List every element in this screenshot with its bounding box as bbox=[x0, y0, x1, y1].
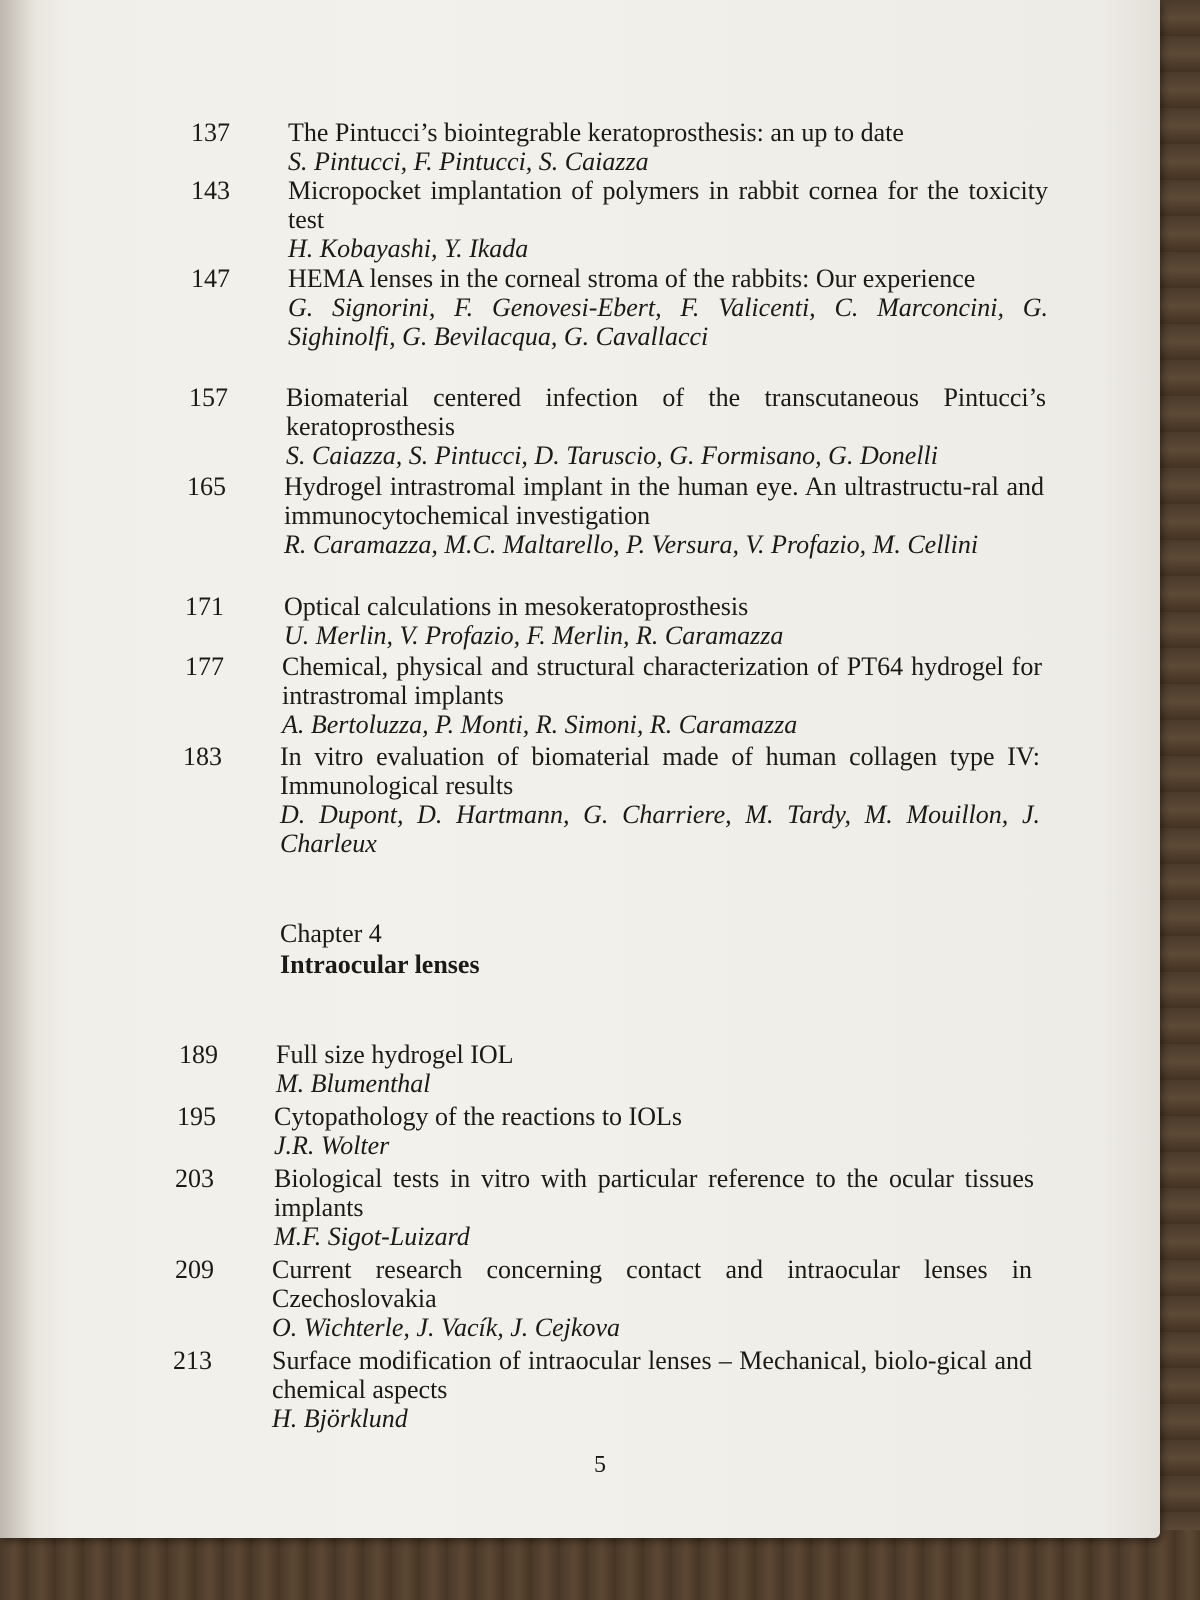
entry-authors: M.F. Sigot-Luizard bbox=[274, 1222, 470, 1251]
entry-page-number: 137 bbox=[191, 118, 230, 147]
entry-authors: D. Dupont, D. Hartmann, G. Charriere, M. Tardy, M. Mouillon, J. Charleux bbox=[280, 800, 1040, 858]
folio-page-number: 5 bbox=[594, 1452, 606, 1478]
entry-authors: U. Merlin, V. Profazio, F. Merlin, R. Caramazza bbox=[284, 621, 784, 650]
entry-page-number: 157 bbox=[189, 383, 228, 412]
entry-authors: J.R. Wolter bbox=[274, 1131, 390, 1160]
entry-page-number: 195 bbox=[177, 1102, 216, 1131]
entry-title: Surface modification of intraocular lenses – Mechanical, biolo-gical and chemical aspects bbox=[272, 1346, 1032, 1404]
entry-authors: G. Signorini, F. Genovesi-Ebert, F. Valicenti, C. Marconcini, G. Sighinolfi, G. Bevilacqua, G. Cavallacci bbox=[288, 293, 1048, 351]
entry-authors: S. Pintucci, F. Pintucci, S. Caiazza bbox=[288, 147, 649, 176]
chapter-heading bbox=[280, 918, 480, 980]
entry-title: Optical calculations in mesokeratoprosthesis bbox=[284, 592, 749, 621]
entry-title: Hydrogel intrastromal implant in the human eye. An ultrastructu-ral and immunocytochemical investigation bbox=[284, 472, 1044, 530]
entry-authors: O. Wichterle, J. Vacík, J. Cejkova bbox=[272, 1313, 620, 1342]
entry-page-number: 143 bbox=[191, 176, 230, 205]
entry-title: Micropocket implantation of polymers in rabbit cornea for the toxicity test bbox=[288, 176, 1048, 234]
chapter-label: Chapter 4 bbox=[280, 919, 382, 948]
entry-page-number: 209 bbox=[175, 1255, 214, 1284]
entry-title: Full size hydrogel IOL bbox=[276, 1040, 514, 1069]
entry-title: Current research concerning contact and intraocular lenses in Czechoslovakia bbox=[272, 1255, 1032, 1313]
entry-authors: M. Blumenthal bbox=[276, 1069, 431, 1098]
entry-title: Chemical, physical and structural characterization of PT64 hydrogel for intrastromal implants bbox=[282, 652, 1042, 710]
entry-authors: H. Björklund bbox=[272, 1404, 408, 1433]
entry-authors: R. Caramazza, M.C. Maltarello, P. Versura, V. Profazio, M. Cellini bbox=[284, 530, 979, 559]
entry-title: Biological tests in vitro with particular reference to the ocular tissues implants bbox=[274, 1164, 1034, 1222]
entry-page-number: 147 bbox=[191, 264, 230, 293]
entry-authors: A. Bertoluzza, P. Monti, R. Simoni, R. Caramazza bbox=[282, 710, 798, 739]
entry-title: In vitro evaluation of biomaterial made of human collagen type IV: Immunological results bbox=[280, 742, 1040, 800]
entry-authors: S. Caiazza, S. Pintucci, D. Taruscio, G. Formisano, G. Donelli bbox=[286, 441, 938, 470]
entry-title: Biomaterial centered infection of the transcutaneous Pintucci’s keratoprosthesis bbox=[286, 383, 1046, 441]
entry-page-number: 183 bbox=[183, 742, 222, 771]
table-surface-bottom bbox=[0, 1530, 1200, 1600]
entry-title: HEMA lenses in the corneal stroma of the rabbits: Our experience bbox=[288, 264, 976, 293]
entry-authors: H. Kobayashi, Y. Ikada bbox=[288, 234, 529, 263]
chapter-title: Intraocular lenses bbox=[280, 950, 480, 979]
entry-page-number: 177 bbox=[185, 652, 224, 681]
entry-title: The Pintucci’s biointegrable keratoprosthesis: an up to date bbox=[288, 118, 904, 147]
entry-page-number: 171 bbox=[185, 592, 224, 621]
entry-page-number: 213 bbox=[173, 1346, 212, 1375]
entry-page-number: 203 bbox=[175, 1164, 214, 1193]
entry-title: Cytopathology of the reactions to IOLs bbox=[274, 1102, 682, 1131]
table-surface-right bbox=[1160, 0, 1200, 1600]
entry-page-number: 165 bbox=[187, 472, 226, 501]
entry-page-number: 189 bbox=[179, 1040, 218, 1069]
